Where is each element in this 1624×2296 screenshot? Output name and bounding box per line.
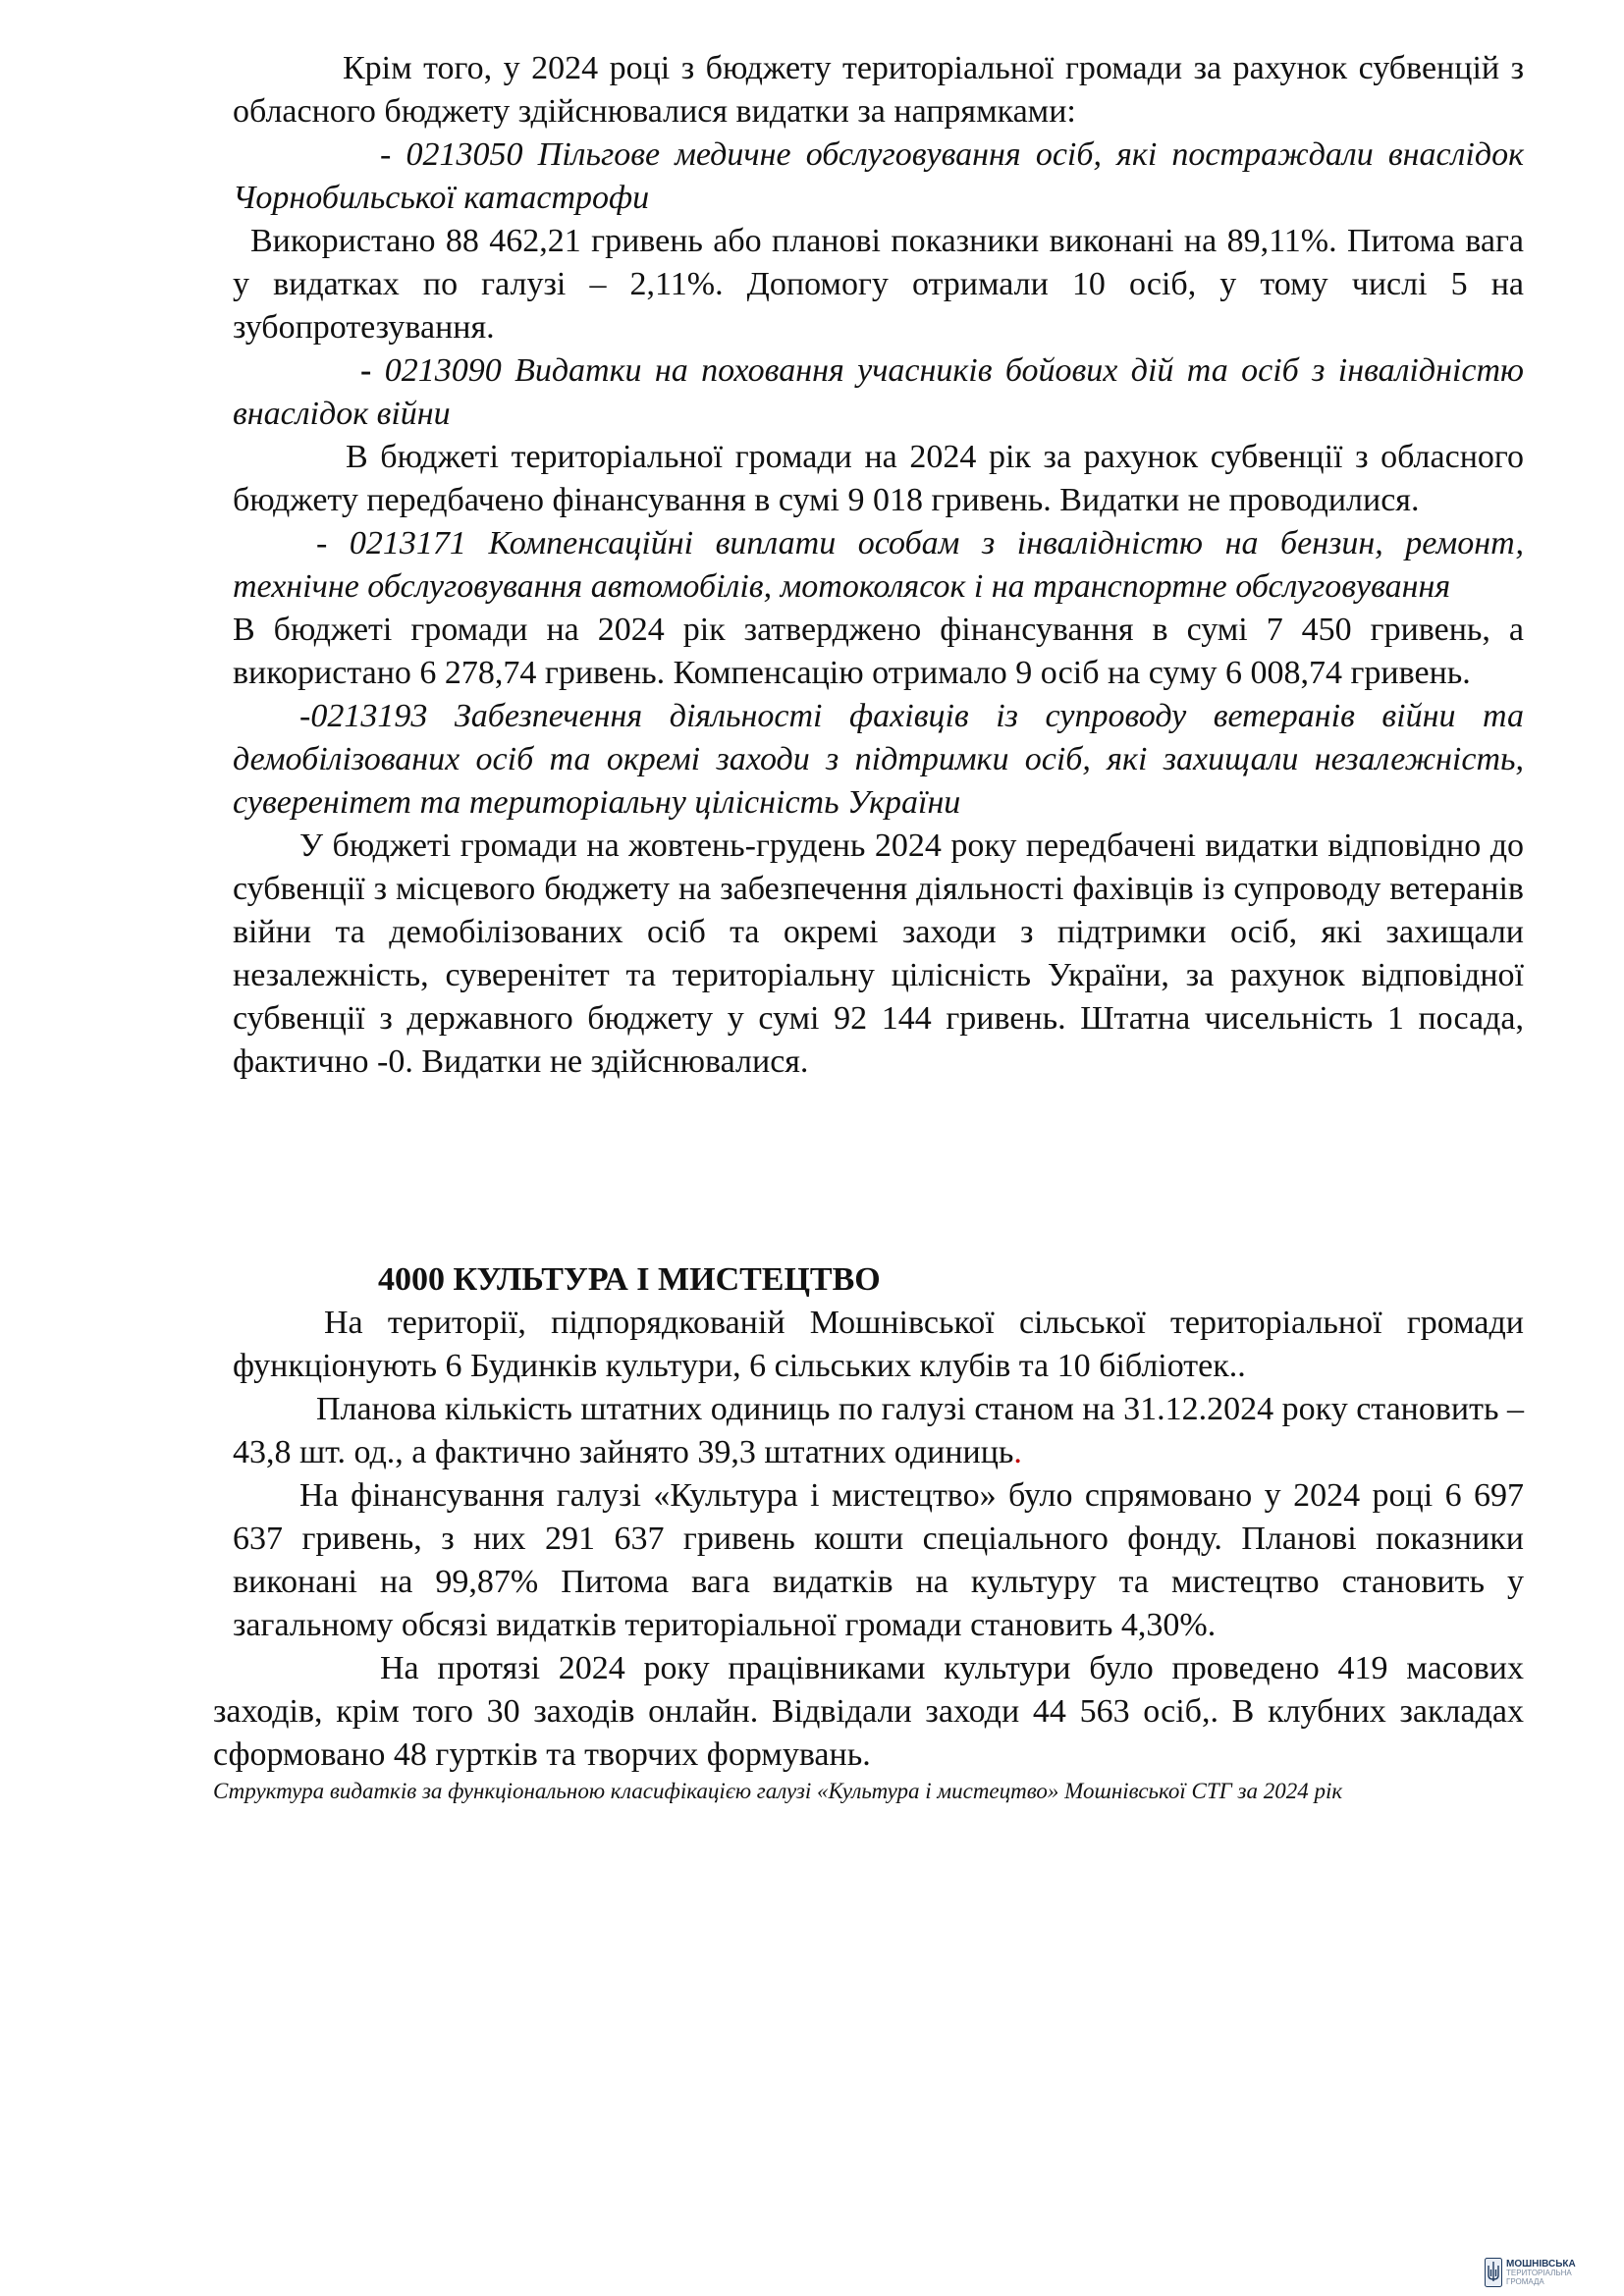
logo-line-1: МОШНІВСЬКА (1506, 2258, 1576, 2269)
logo-text (1506, 2260, 1576, 2286)
culture-facilities-paragraph: На території, підпорядкованій Мошнівської сільської територіальної громади функціонують 6 Будинків культури, 6 сільських клубів та 10 бібліотек.. (233, 1305, 1524, 1384)
program-0213090-body: В бюджеті територіальної громади на 2024 рік за рахунок субвенції з обласного бюджету передбачено фінансування в сумі 9 018 гривень. Видатки не проводилися. (233, 439, 1524, 518)
program-0213193-title: -0213193 Забезпечення діяльності фахівців із супроводу ветеранів війни та демобілізованих осіб та окремі заходи з підтримки осіб, які захищали незалежність, суверенітет та територіальну цілісність України (233, 698, 1524, 821)
bold-dash: - (360, 352, 372, 389)
program-0213090-title (233, 349, 1524, 436)
program-0213171-title: - 0213171 Компенсаційні виплати особам з інвалідністю на бензин, ремонт, технічне обслуговування автомобілів, мотоколясок і на транспортне обслуговування (233, 525, 1524, 605)
section-gap (233, 1084, 1524, 1258)
trident-emblem-icon (1485, 2258, 1502, 2287)
culture-staff-text: Планова кількість штатних одиниць по галузі станом на 31.12.2024 року становить – 43,8 шт. од., а фактично зайнято 39,3 штатних одиниць (233, 1391, 1524, 1470)
footer-logo (1485, 2258, 1576, 2287)
culture-funding-paragraph: На фінансування галузі «Культура і мистецтво» було спрямовано у 2024 році 6 697 637 гривень, з них 291 637 гривень кошти спеціального фонду. Планові показники виконані на 99,87% Питома вага видатків на культуру та мистецтво становить у загальному обсязі видатків територіальної громади становить 4,30%. (233, 1477, 1524, 1643)
program-0213090-title-text: 0213090 Видатки на поховання учасників бойових дій та осіб з інвалідністю внаслідок війни (233, 352, 1524, 432)
red-period: . (1013, 1434, 1022, 1470)
culture-events-paragraph: На протязі 2024 року працівниками культури було проведено 419 масових заходів, крім того 30 заходів онлайн. Відвідали заходи 44 563 осіб,. В клубних закладах сформовано 48 гуртків та творчих формувань. (213, 1650, 1524, 1773)
intro-paragraph: Крім того, у 2024 році з бюджету територіальної громади за рахунок субвенцій з обласного бюджету здійснювалися видатки за напрямками: (233, 50, 1524, 130)
document-page (213, 47, 1524, 1806)
culture-staff-paragraph (233, 1388, 1524, 1474)
program-0213193-body: У бюджеті громади на жовтень-грудень 2024 року передбачені видатки відповідно до субвенції з місцевого бюджету на забезпечення діяльності фахівців із супроводу ветеранів війни та демобілізованих осіб та окремі заходи з підтримки осіб, які захищали незалежність, суверенітет та територіальну цілісність України, за рахунок відповідної субвенції з державного бюджету у сумі 92 144 гривень. Штатна чисельність 1 посада, фактично -0. Видатки не здійснювалися. (233, 828, 1524, 1080)
chart-caption: Структура видатків за функціональною класифікацією галузі «Культура і мистецтво» Мошнівської СТГ за 2024 рік (213, 1779, 1343, 1803)
program-0213171-body: В бюджеті громади на 2024 рік затверджено фінансування в сумі 7 450 гривень, а використано 6 278,74 гривень. Компенсацію отримало 9 осіб на суму 6 008,74 гривень. (233, 612, 1524, 691)
program-0213050-title: - 0213050 Пільгове медичне обслуговування осіб, які постраждали внаслідок Чорнобильської катастрофи (233, 136, 1524, 216)
logo-line-2: ТЕРИТОРІАЛЬНА (1506, 2268, 1572, 2277)
logo-line-3: ГРОМАДА (1506, 2276, 1544, 2286)
section-heading-culture: 4000 КУЛЬТУРА І МИСТЕЦТВО (378, 1261, 881, 1298)
program-0213050-body: Використано 88 462,21 гривень або планові показники виконані на 89,11%. Питома вага у видатках по галузі – 2,11%. Допомогу отримали 10 осіб, у тому числі 5 на зубопротезування. (233, 223, 1524, 346)
